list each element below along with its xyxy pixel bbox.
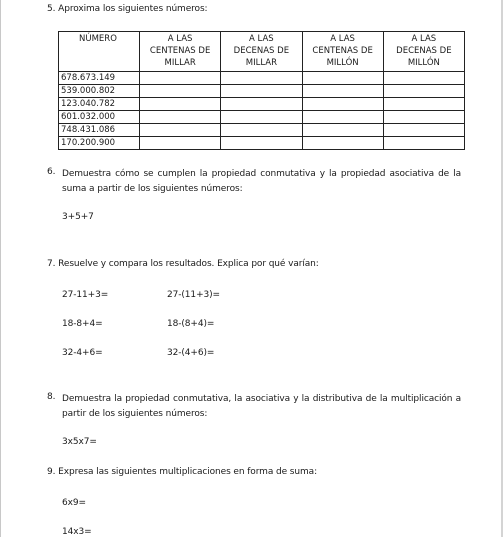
number-cell: 539.000.802 [59,85,140,98]
answer-cell[interactable] [221,85,302,98]
page-left-edge [0,0,1,537]
answer-cell[interactable] [140,85,221,98]
answer-cell[interactable] [383,98,464,111]
number-cell: 748.431.086 [59,124,140,137]
answer-cell[interactable] [140,111,221,124]
table-row [59,85,465,98]
answer-cell[interactable] [383,137,464,150]
number-cell: 123.040.782 [59,98,140,111]
number-cell: 170.200.900 [59,137,140,150]
answer-cell[interactable] [383,111,464,124]
answer-cell[interactable] [140,137,221,150]
header-decenas-millon: A LAS DECENAS DE MILLÓN [383,32,464,72]
table-header-row [59,32,465,72]
q7-expression-left: 18-8+4= [62,319,103,329]
q7-expression-left: 32-4+6= [62,348,103,358]
answer-cell[interactable] [221,72,302,85]
q9-item: 14x3= [62,527,92,537]
answer-cell[interactable] [140,72,221,85]
answer-cell[interactable] [383,124,464,137]
table-row [59,98,465,111]
answer-cell[interactable] [221,111,302,124]
answer-cell[interactable] [302,98,383,111]
rounding-table [58,31,465,150]
header-centenas-millon: A LAS CENTENAS DE MILLÓN [302,32,383,72]
q7-heading: 7. Resuelve y compara los resultados. Explica por qué varían: [47,259,319,269]
table-row [59,137,465,150]
q9-item: 6x9= [62,498,86,508]
q7-expression-right: 32-(4+6)= [167,348,215,358]
answer-cell[interactable] [302,85,383,98]
q9-heading: 9. Expresa las siguientes multiplicaciones en forma de suma: [47,467,318,477]
answer-cell[interactable] [383,72,464,85]
q6-number: 6. [47,167,56,177]
q7-expression-right: 18-(8+4)= [167,319,215,329]
table-row [59,111,465,124]
answer-cell[interactable] [140,98,221,111]
number-cell: 678.673.149 [59,72,140,85]
answer-cell[interactable] [302,137,383,150]
header-centenas-millar: A LAS CENTENAS DE MILLAR [140,32,221,72]
header-numero: NÚMERO [59,32,140,72]
answer-cell[interactable] [302,72,383,85]
q8-expression: 3x5x7= [62,437,97,447]
answer-cell[interactable] [221,124,302,137]
q8-number: 8. [47,392,56,402]
header-decenas-millar: A LAS DECENAS DE MILLAR [221,32,302,72]
number-cell: 601.032.000 [59,111,140,124]
q6-expression: 3+5+7 [62,212,94,222]
q6-text: Demuestra cómo se cumplen la propiedad conmutativa y la propiedad asociativa de la suma a partir de los siguientes números: [62,169,461,194]
answer-cell[interactable] [221,137,302,150]
q8-text: Demuestra la propiedad conmutativa, la asociativa y la distributiva de la multiplicación a partir de los siguientes números: [62,394,461,419]
answer-cell[interactable] [140,124,221,137]
q7-expression-right: 27-(11+3)= [167,290,220,300]
table-row [59,124,465,137]
answer-cell[interactable] [221,98,302,111]
answer-cell[interactable] [302,111,383,124]
table-row [59,72,465,85]
answer-cell[interactable] [302,124,383,137]
answer-cell[interactable] [383,85,464,98]
q5-heading: 5. Aproxima los siguientes números: [47,4,208,14]
q7-expression-left: 27-11+3= [62,290,109,300]
